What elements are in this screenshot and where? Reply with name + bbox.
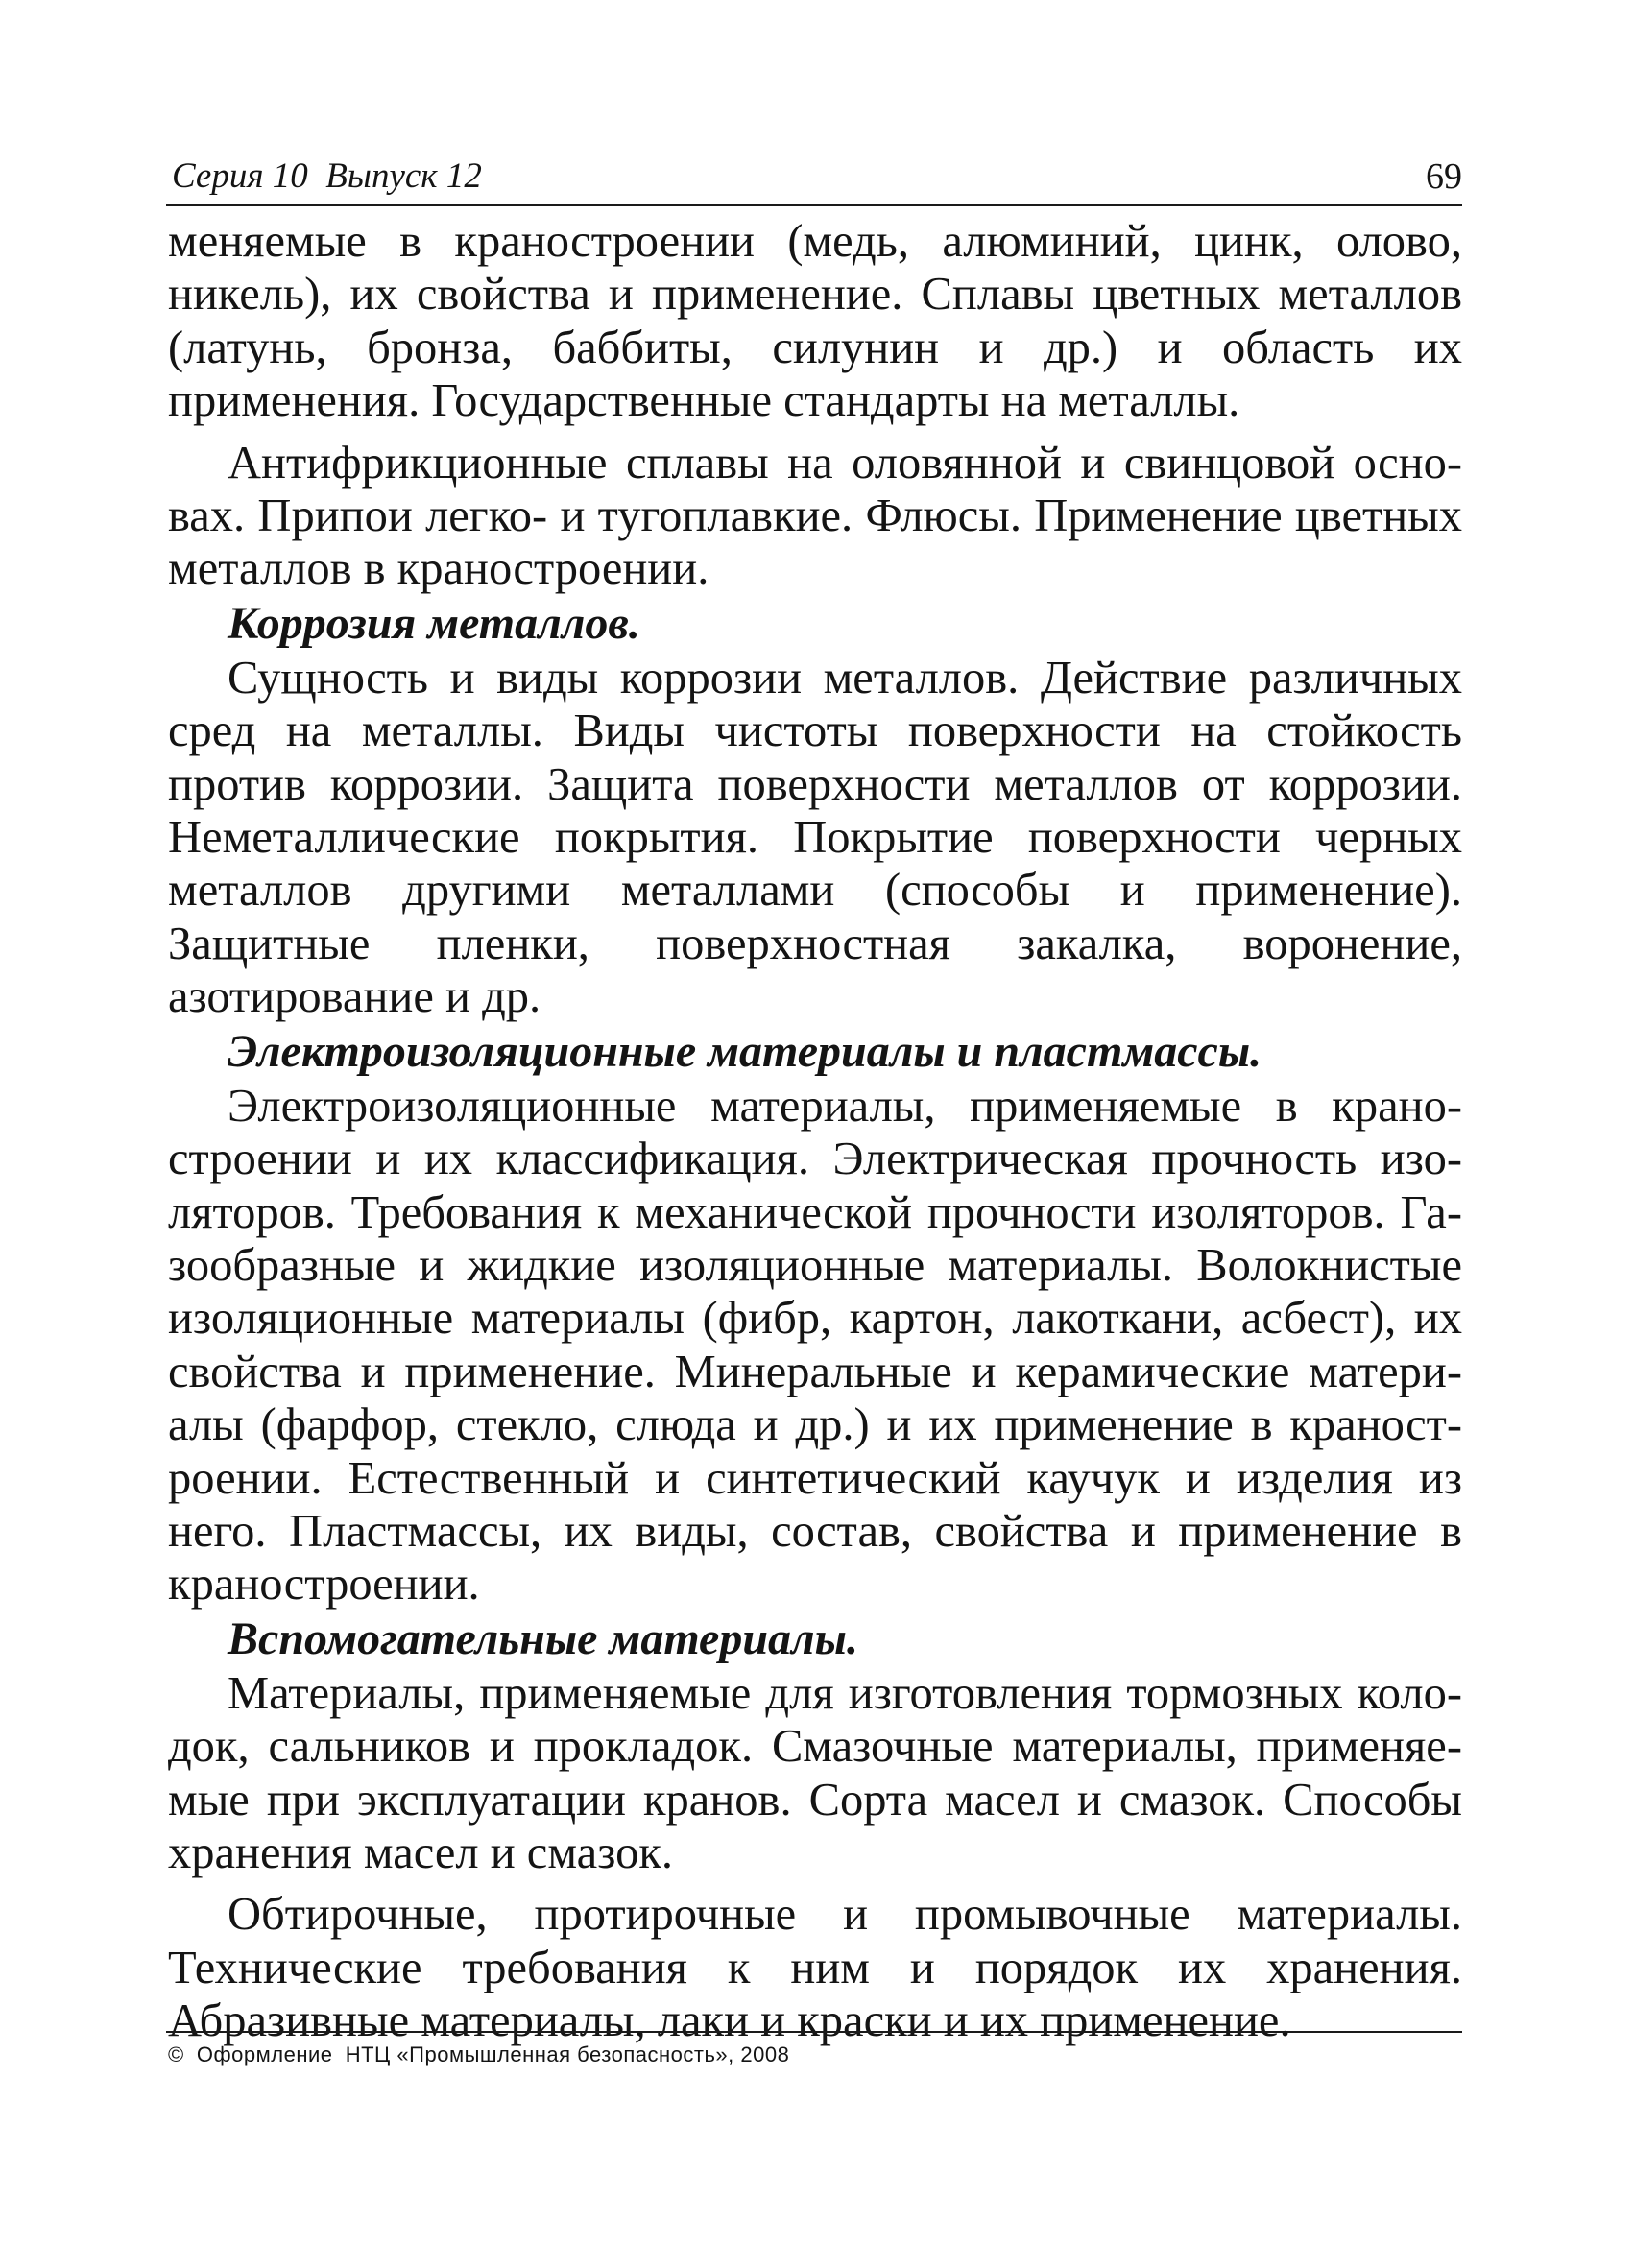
paragraph-antifriction-alloys: Антифрикционные сплавы на оловянной и свинцовой основах. Припои легко- и тугоплавкие. Флюсы. Применение цветных металлов в краностроении. <box>168 437 1462 595</box>
paragraph-auxiliary-materials: Материалы, применяемые для изготовления тормозных колодок, сальников и прокладок. Смазочные материалы, применяемые при эксплуатации кранов. Сорта масел и смазок. Способы хранения масел и смазок. <box>168 1667 1462 1878</box>
footer-copyright: © Оформление НТЦ «Промышленная безопасность», 2008 <box>168 2042 790 2066</box>
paragraph-nonferrous-metals: меняемые в краностроении (медь, алюминий, цинк, олово, никель), их свойства и применение. Сплавы цветных металлов (латунь, бронза, баббиты, силунин и др.) и область их применения. Государственные стандарты на металлы. <box>168 216 1462 427</box>
page-number: 69 <box>1426 156 1462 197</box>
page-body <box>168 215 1462 2048</box>
header-divider <box>166 204 1462 206</box>
paragraph-cleaning-materials: Обтирочные, протирочные и промывочные материалы. Технические требования к ним и порядок их хранения. Абразивные материалы, лаки и краски и их применение. <box>168 1889 1462 2047</box>
paragraph-corrosion: Сущность и виды коррозии металлов. Действие различных сред на металлы. Виды чистоты поверхности на стойкость против коррозии. Защита поверхности металлов от коррозии. Неметаллические покрытия. Покрытие поверхности черных металлов другими металлами (способы и применение). Защитные пленки, поверхностная закалка, воронение, азотирование и др. <box>168 652 1462 1023</box>
footer-divider <box>166 2031 1462 2033</box>
section-heading-insulation: Электроизоляционные материалы и пластмассы. <box>228 1025 1262 1077</box>
page-header <box>166 152 1462 207</box>
section-heading-auxiliary: Вспомогательные материалы. <box>228 1612 858 1664</box>
paragraph-insulation: Электроизоляционные материалы, применяемые в краностроении и их классификация. Электрическая прочность изоляторов. Требования к механической прочности изоляторов. Газообразные и жидкие изоляционные материалы. Волокнистые изоляционные материалы (фибр, картон, лакоткани, асбест), их свойства и применение. Минеральные и керамические материалы (фарфор, стекло, слюда и др.) и их применение в краностроении. Естественный и синтетический каучук и изделия из него. Пластмассы, их виды, состав, свойства и применение в краностроении. <box>168 1080 1462 1611</box>
section-heading-corrosion: Коррозия металлов. <box>228 597 640 649</box>
series-issue-label: Серия 10 Выпуск 12 <box>172 156 482 196</box>
